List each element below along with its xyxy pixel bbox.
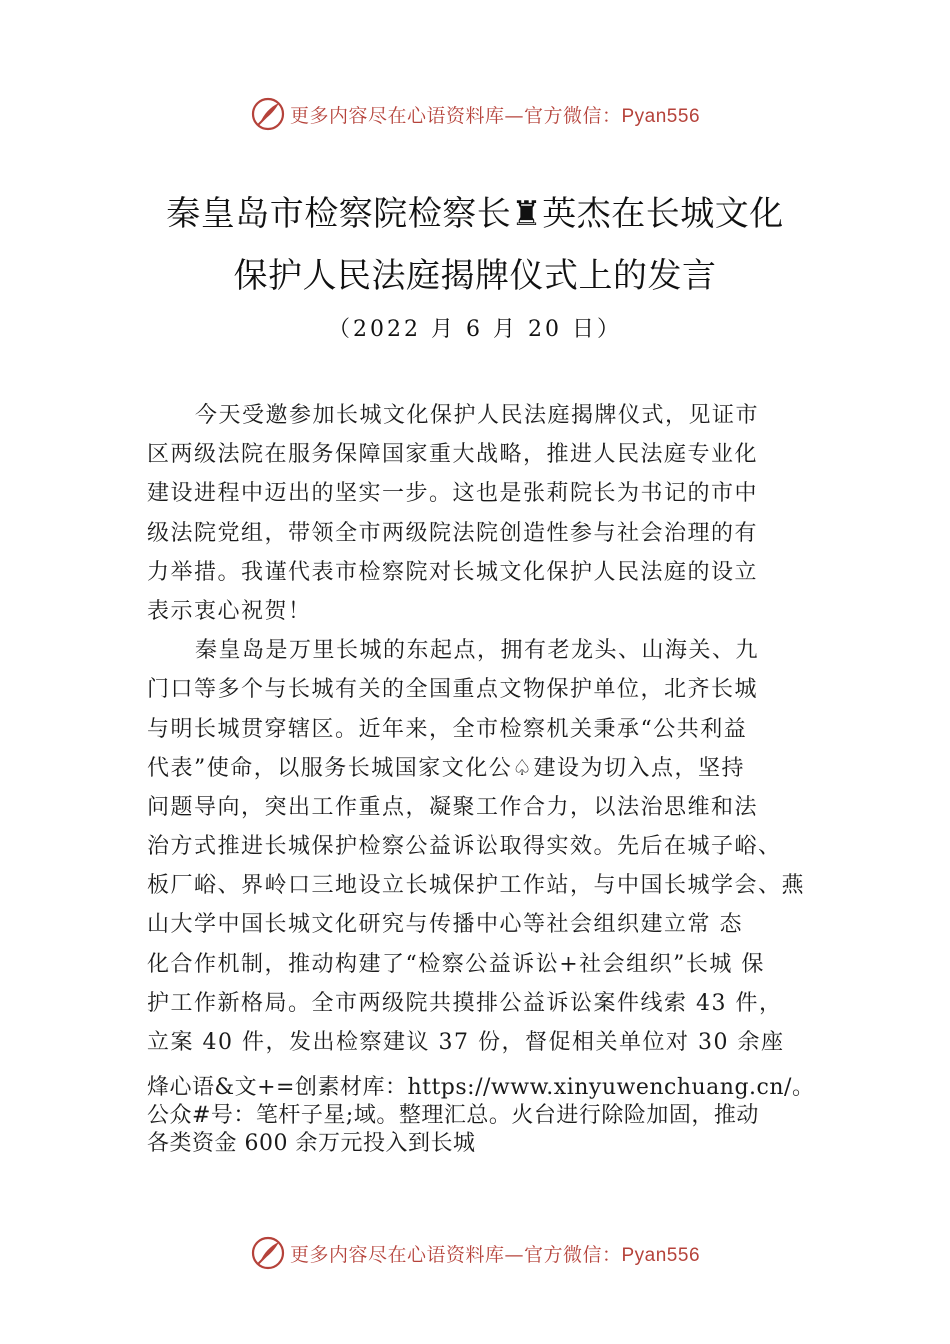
feather-quill-logo-icon [250,96,286,132]
feather-quill-logo-icon [250,1235,286,1271]
document-body [147,396,837,1158]
text-line: 与明长城贯穿辖区。近年来，全市检察机关秉承“公共利益 [147,716,748,742]
tail-line: 烽心语&文+=创素材库：https://www.xinyuwenchuang.cn/。 [147,1075,815,1101]
watermark-text: 更多内容尽在心语资料库—官方微信：Pyan556 [289,104,701,127]
text-line: 板厂峪、界岭口三地设立长城保护工作站，与中国长城学会、燕 [147,873,806,899]
document-date: （2022 月 6 月 20 日） [328,317,622,342]
text-line: 力举措。我谨代表市检察院对长城文化保护人民法庭的设立 [147,559,759,585]
watermark-banner-bottom [0,1233,950,1273]
text-line: 问题导向，突出工作重点，凝聚工作合力，以法治思维和法 [147,794,759,820]
watermark-account: Pyan556 [621,1244,701,1266]
watermark-account: Pyan556 [621,105,701,127]
text-line: 门口等多个与长城有关的全国重点文物保护单位，北齐长城 [147,677,759,703]
tail-line: 公众#号：笔杆子星;域。整理汇总。火台进行除险加固，推动 [147,1103,759,1129]
watermark-text: 更多内容尽在心语资料库—官方微信：Pyan556 [289,1243,701,1266]
text-line: 秦皇岛是万里长城的东起点，拥有老龙头、山海关、九 [195,638,760,664]
document-title-line-1: 秦皇岛市检察院检察长♜英杰在长城文化 [166,194,784,234]
document-title-line-2: 保护人民法庭揭牌仪式上的发言 [233,256,717,296]
text-line: 今天受邀参加长城文化保护人民法庭揭牌仪式，见证市 [195,403,760,428]
text-line: 区两级法院在服务保障国家重大战略，推进人民法庭专业化 [147,442,759,468]
text-line: 立案 40 件，发出检察建议 37 份，督促相关单位对 30 余座 [147,1030,785,1055]
text-line: 级法院党组，带领全市两级院法院创造性参与社会治理的有 [147,520,759,546]
text-line: 建设进程中迈出的坚实一步。这也是张莉院长为书记的市中 [147,481,759,507]
watermark-banner-top [0,94,950,134]
tail-line: 各类资金 600 余万元投入到长城 [147,1131,476,1157]
text-line: 护工作新格局。全市两级院共摸排公益诉讼案件线索 43 件， [147,990,783,1016]
text-line: 治方式推进长城保护检察公益诉讼取得实效。先后在城子峪、 [147,834,782,860]
text-line: 山大学中国长城文化研究与传播中心等社会组织建立常 态 [147,912,743,938]
text-line: 代表”使命，以服务长城国家文化公♤建设为切入点，坚持 [147,755,745,781]
text-line: 化合作机制，推动构建了“检察公益诉讼+社会组织”长城 保 [147,951,765,977]
text-line: 表示衷心祝贺！ [147,598,312,624]
